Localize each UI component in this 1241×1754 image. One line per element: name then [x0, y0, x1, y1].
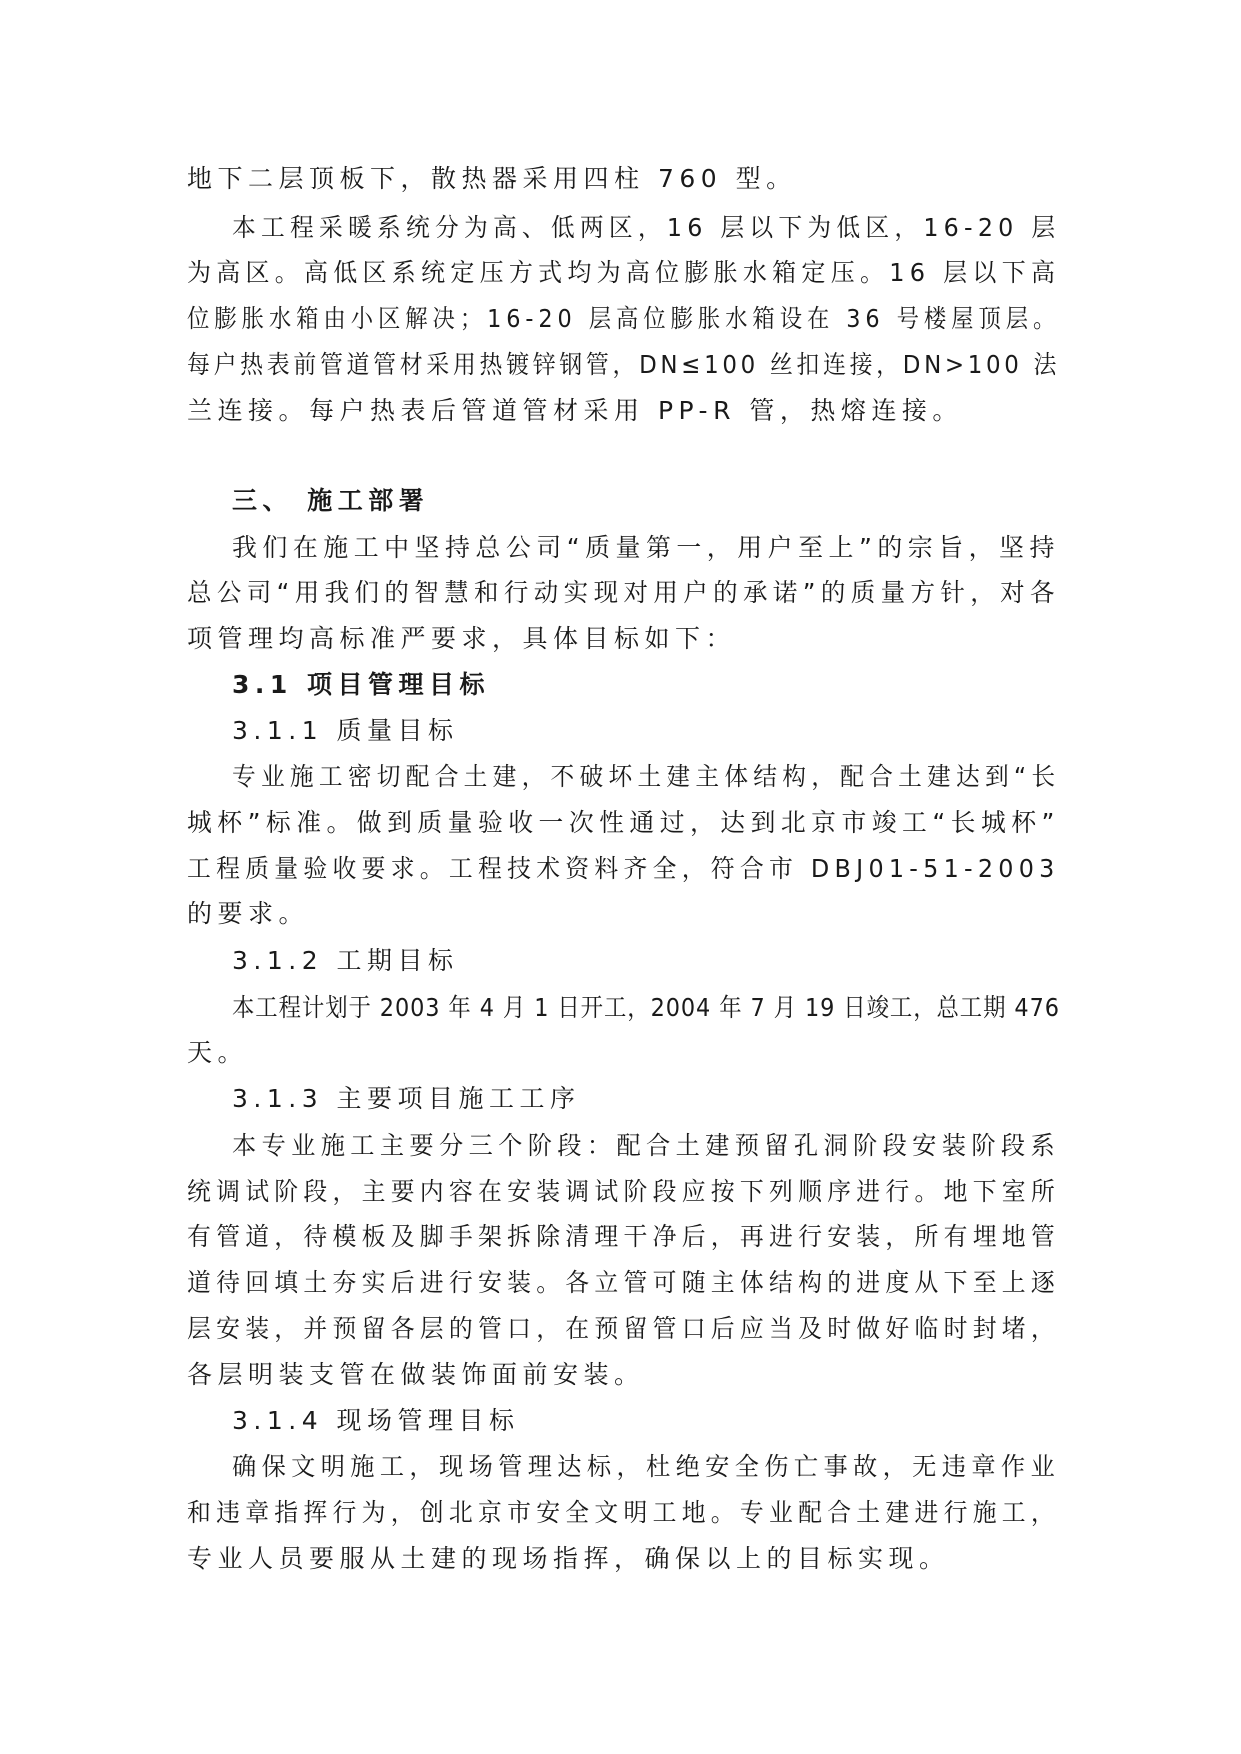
paragraph-line: 有管道，待模板及脚手架拆除清理干净后，再进行安装，所有埋地管	[187, 1222, 1061, 1251]
paragraph-line: 道待回填土夯实后进行安装。各立管可随主体结构的进度从下至上逐	[187, 1268, 1061, 1297]
paragraph-line: 确保文明施工，现场管理达标，杜绝安全伤亡事故，无违章作业	[232, 1452, 1061, 1481]
item-heading: 3.1.4 现场管理目标	[232, 1406, 520, 1435]
item-heading: 3.1.1 质量目标	[232, 716, 459, 745]
paragraph-line: 本工程计划于 2003 年 4 月 1 日开工，2004 年 7 月 19 日竣工，总工期 476	[232, 993, 1060, 1022]
paragraph-line: 本专业施工主要分三个阶段：配合土建预留孔洞阶段安装阶段系	[232, 1131, 1061, 1160]
paragraph-line: 总公司“用我们的智慧和行动实现对用户的承诺”的质量方针，对各	[187, 578, 1060, 607]
paragraph-line: 专业施工密切配合土建，不破坏土建主体结构，配合土建达到“长	[232, 762, 1061, 791]
paragraph-line: 本工程采暖系统分为高、低两区，16 层以下为低区，16-20 层	[232, 213, 1061, 242]
paragraph-line: 各层明装支管在做装饰面前安装。	[187, 1360, 645, 1389]
paragraph-line: 我们在施工中坚持总公司“质量第一，用户至上”的宗旨，坚持	[232, 533, 1060, 562]
paragraph-line: 每户热表前管道管材采用热镀锌钢管，DN≤100 丝扣连接，DN>100 法	[187, 350, 1061, 379]
paragraph-line: 和违章指挥行为，创北京市安全文明工地。专业配合土建进行施工，	[187, 1498, 1061, 1527]
item-heading: 3.1.2 工期目标	[232, 946, 459, 975]
paragraph-line: 专业人员要服从土建的现场指挥，确保以上的目标实现。	[187, 1544, 950, 1573]
paragraph-line: 天。	[187, 1038, 249, 1067]
paragraph-line: 统调试阶段，主要内容在安装调试阶段应按下列顺序进行。地下室所	[187, 1177, 1061, 1206]
paragraph-line: 的要求。	[187, 899, 310, 928]
paragraph-line: 工程质量验收要求。工程技术资料齐全，符合市 DBJ01-51-2003	[187, 854, 1060, 883]
paragraph-line: 为高区。高低区系统定压方式均为高位膨胀水箱定压。16 层以下高	[187, 258, 1061, 287]
paragraph-line: 兰连接。每户热表后管道管材采用 PP-R 管，热熔连接。	[187, 396, 963, 425]
section-heading: 三、 施工部署	[232, 486, 430, 515]
paragraph-line: 位膨胀水箱由小区解决；16-20 层高位膨胀水箱设在 36 号楼屋顶层。	[187, 304, 1061, 333]
paragraph-line: 城杯”标准。做到质量验收一次性通过，达到北京市竣工“长城杯”	[187, 808, 1060, 837]
sub-heading: 3.1 项目管理目标	[232, 670, 490, 699]
paragraph-line: 地下二层顶板下，散热器采用四柱 760 型。	[187, 164, 797, 193]
item-heading: 3.1.3 主要项目施工工序	[232, 1084, 581, 1113]
paragraph-line: 项管理均高标准严要求，具体目标如下：	[187, 624, 737, 653]
paragraph-line: 层安装，并预留各层的管口，在预留管口后应当及时做好临时封堵，	[187, 1314, 1061, 1343]
